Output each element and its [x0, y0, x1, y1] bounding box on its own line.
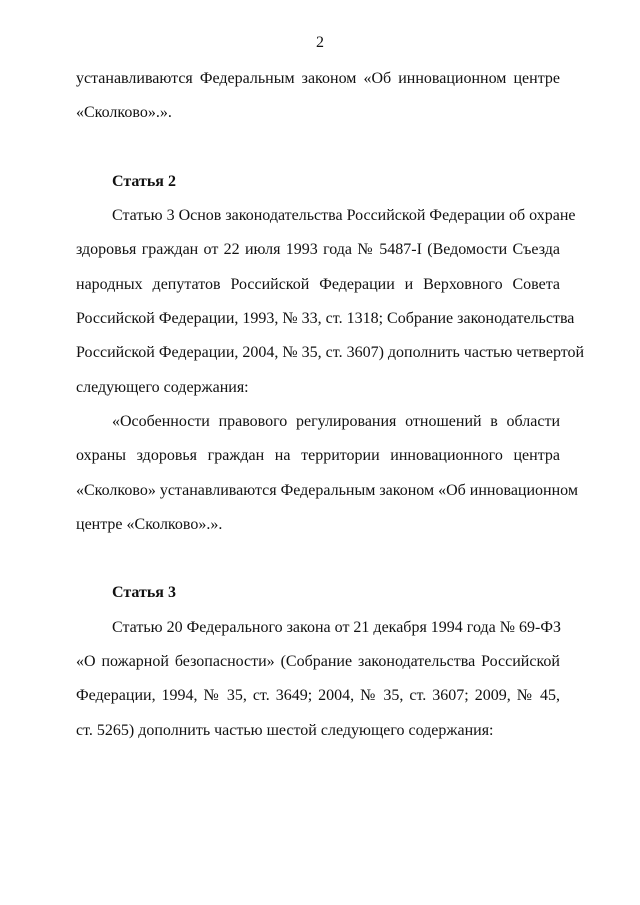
article-2-paragraph-2 — [76, 405, 578, 542]
article-heading: Статья 3 — [112, 584, 176, 602]
text-line: Российской Федерации, 2004, № 35, ст. 3607) дополнить частью четвертой — [76, 344, 585, 362]
text-line: Статью 20 Федерального закона от 21 декабря 1994 года № 69-ФЗ — [112, 618, 561, 636]
article-2 — [76, 165, 585, 542]
article-3 — [76, 576, 560, 747]
text-line: «Особенности правового регулирования отношений в области — [112, 412, 560, 430]
page-number: 2 — [316, 34, 324, 51]
text-line: народных депутатов Российской Федерации и Верховного Совета — [76, 275, 560, 293]
article-2-paragraph-1 — [76, 199, 585, 405]
text-line: охраны здоровья граждан на территории инновационного центра — [76, 447, 560, 465]
document-body — [76, 62, 585, 748]
intro-paragraph — [76, 62, 560, 131]
text-line: «Сколково».». — [76, 104, 172, 122]
text-line: Федерации, 1994, № 35, ст. 3649; 2004, № 35, ст. 3607; 2009, № 45, — [76, 687, 560, 705]
text-line: следующего содержания: — [76, 378, 249, 396]
text-line: здоровья граждан от 22 июля 1993 года № 5487-I (Ведомости Съезда — [76, 241, 560, 259]
text-line: центре «Сколково».». — [76, 515, 223, 533]
text-line: «Сколково» устанавливаются Федеральным законом «Об инновационном — [76, 481, 578, 499]
article-heading: Статья 2 — [112, 172, 176, 190]
article-3-paragraph-1 — [76, 611, 560, 748]
text-line: устанавливаются Федеральным законом «Об инновационном центре — [76, 70, 560, 87]
text-line: Российской Федерации, 1993, № 33, ст. 1318; Собрание законодательства — [76, 310, 575, 328]
text-line: «О пожарной безопасности» (Собрание законодательства Российской — [76, 653, 560, 671]
text-line: ст. 5265) дополнить частью шестой следующего содержания: — [76, 721, 494, 739]
text-line: Статью 3 Основ законодательства Российской Федерации об охране — [112, 207, 576, 225]
